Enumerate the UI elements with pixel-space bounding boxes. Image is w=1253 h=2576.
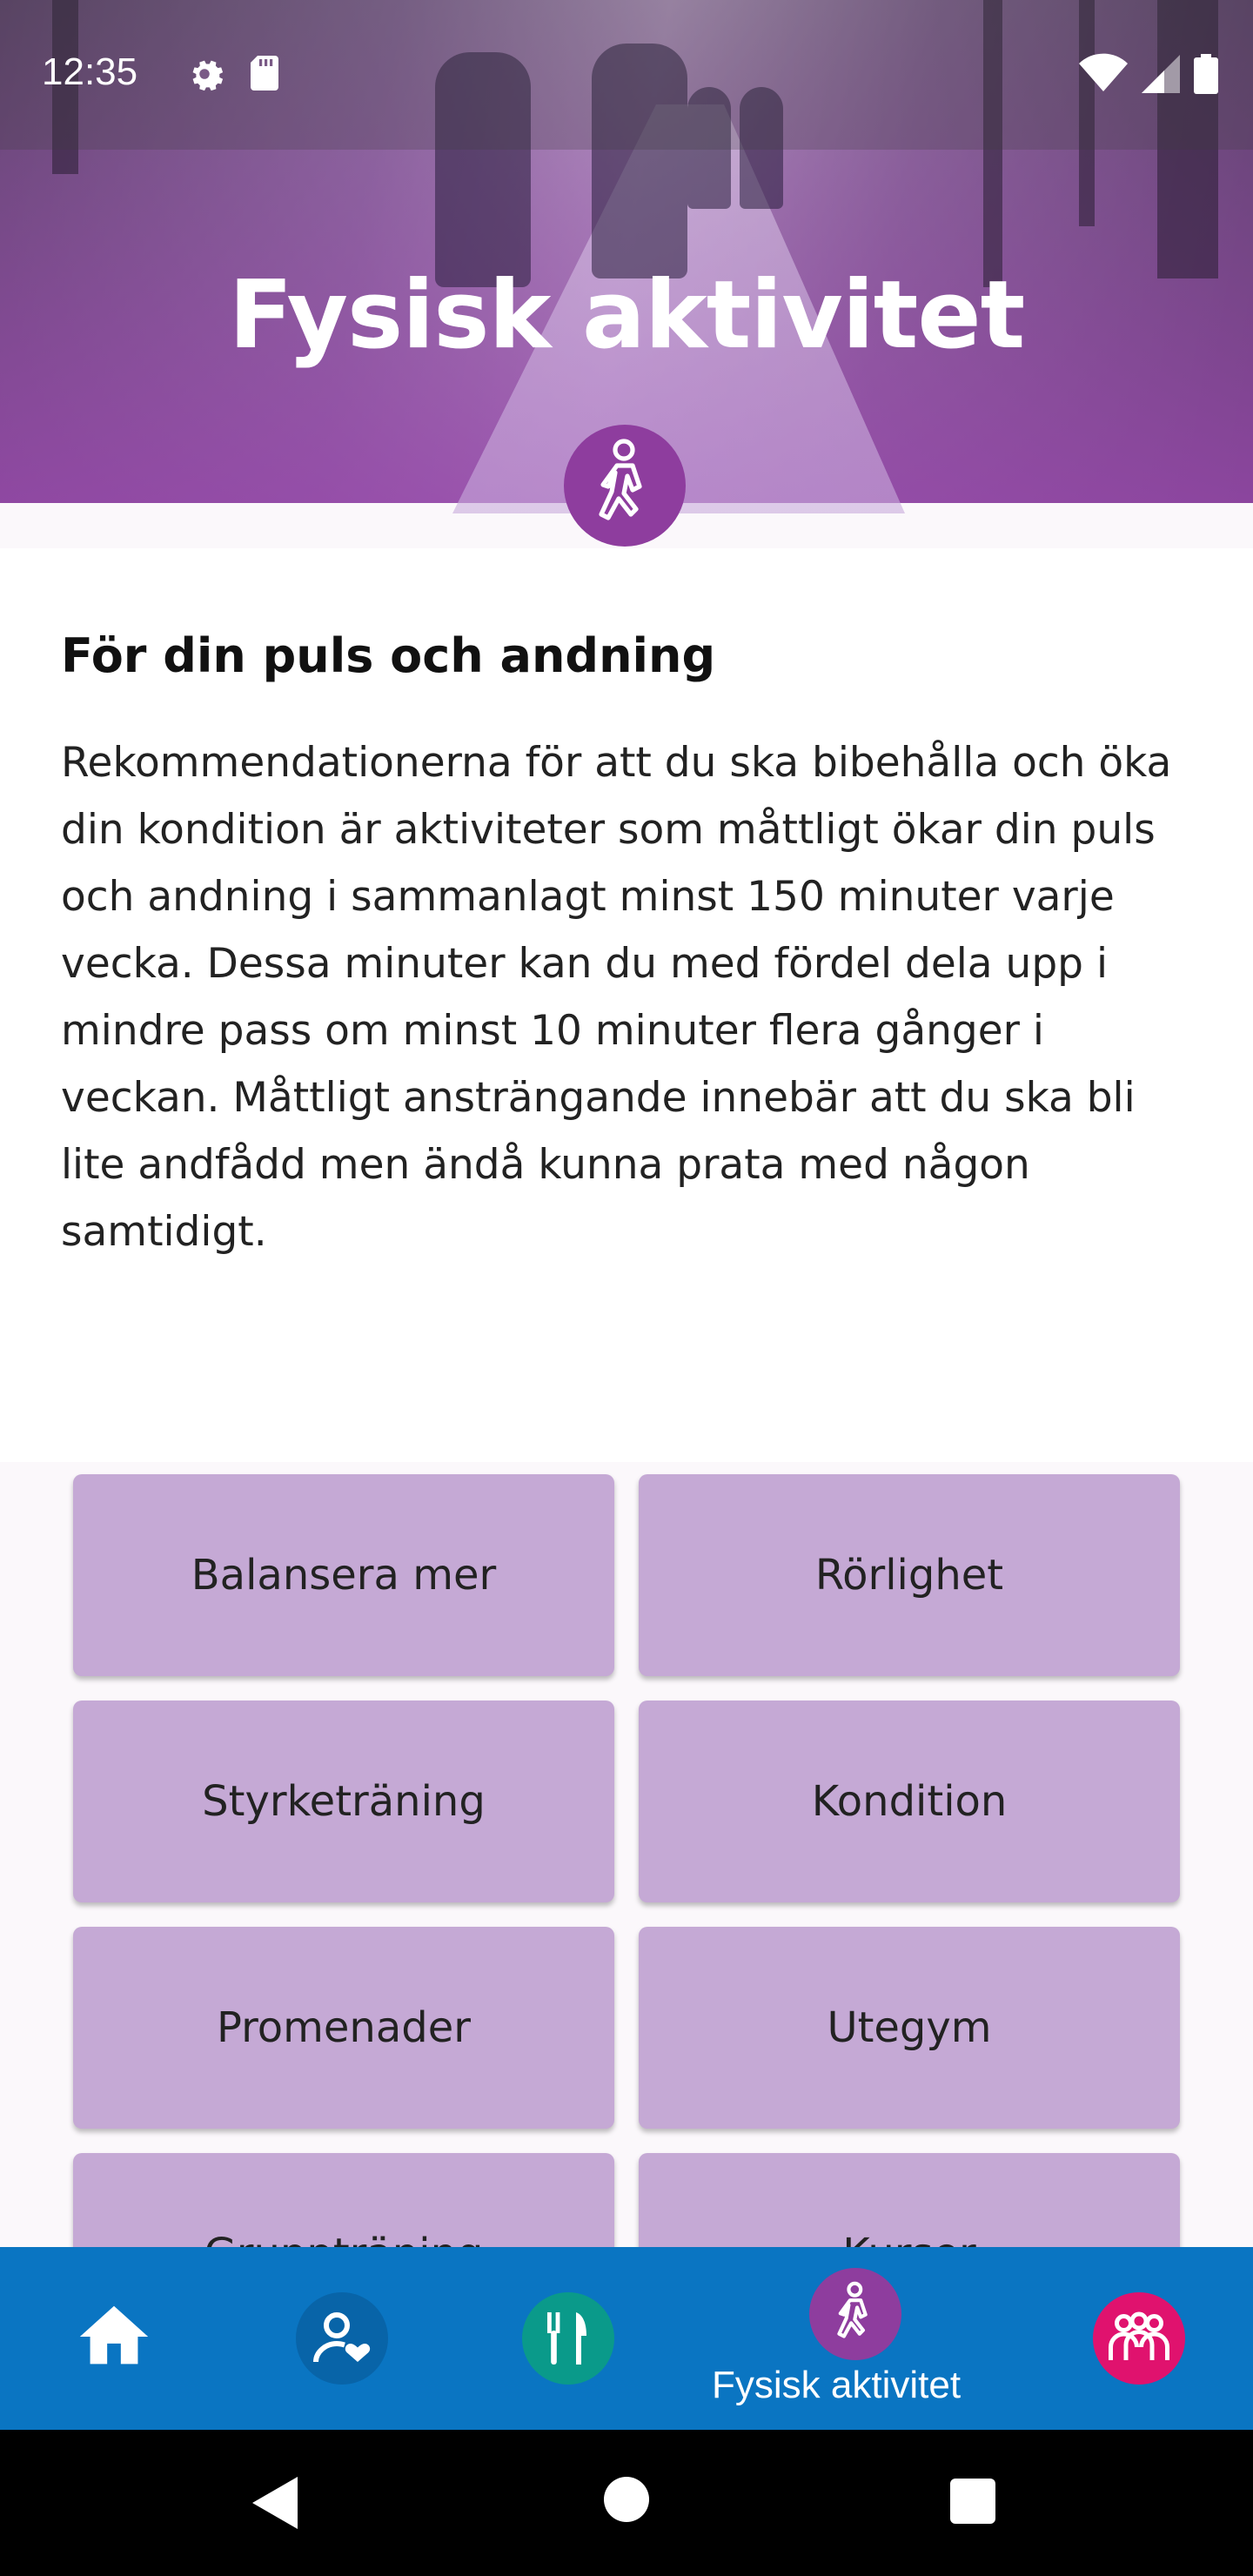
nav-home[interactable] — [73, 2296, 155, 2381]
nav-fysisk-aktivitet[interactable] — [809, 2268, 901, 2360]
tile-styrketraning[interactable]: Styrketräning — [73, 1701, 614, 1902]
activity-grid — [73, 1474, 1180, 2249]
bottom-navigation — [0, 2247, 1253, 2430]
recents-icon[interactable] — [950, 2479, 995, 2524]
profile-heart-icon — [311, 2307, 373, 2370]
tile-balansera-mer[interactable]: Balansera mer — [73, 1474, 614, 1676]
tile-utegym[interactable]: Utegym — [639, 1927, 1180, 2129]
hero-walking-badge — [564, 425, 686, 547]
tile-rorlighet[interactable]: Rörlighet — [639, 1474, 1180, 1676]
nav-active-label: Fysisk aktivitet — [712, 2364, 962, 2406]
status-bar — [0, 0, 1253, 150]
settings-gear-icon — [184, 54, 224, 94]
wifi-icon — [1079, 55, 1128, 93]
fork-knife-icon — [541, 2307, 595, 2370]
home-icon — [73, 2296, 155, 2378]
cell-signal-icon — [1142, 55, 1180, 93]
system-navigation-bar — [0, 2430, 1253, 2576]
walking-person-icon — [828, 2280, 882, 2348]
sd-card-icon — [247, 54, 282, 92]
section-title: För din puls och andning — [61, 628, 716, 683]
nav-profile[interactable] — [296, 2292, 388, 2385]
section-body: Rekommendationerna för att du ska bibehålla och öka din kondition är aktiviteter som måttligt ökar din puls och andning i sammanlagt minst 150 minuter varje vecka. Dessa minuter kan du med fördel dela upp i mindre pass om minst 10 minuter flera gånger i veckan. Måttligt ansträngande innebär att du ska bli lite andfådd men ändå kunna prata med någon samtidigt. — [61, 739, 1172, 1256]
walking-person-icon — [586, 438, 664, 533]
page-title: Fysisk aktivitet — [228, 261, 1025, 370]
battery-icon — [1194, 54, 1218, 94]
tile-kondition[interactable]: Kondition — [639, 1701, 1180, 1902]
content-card — [0, 548, 1253, 1462]
home-circle-icon[interactable] — [604, 2477, 649, 2522]
status-time: 12:35 — [42, 50, 138, 93]
tile-promenader[interactable]: Promenader — [73, 1927, 614, 2129]
group-icon — [1104, 2308, 1174, 2369]
back-icon[interactable] — [252, 2477, 301, 2529]
nav-food[interactable] — [522, 2292, 614, 2385]
nav-community[interactable] — [1093, 2292, 1185, 2385]
